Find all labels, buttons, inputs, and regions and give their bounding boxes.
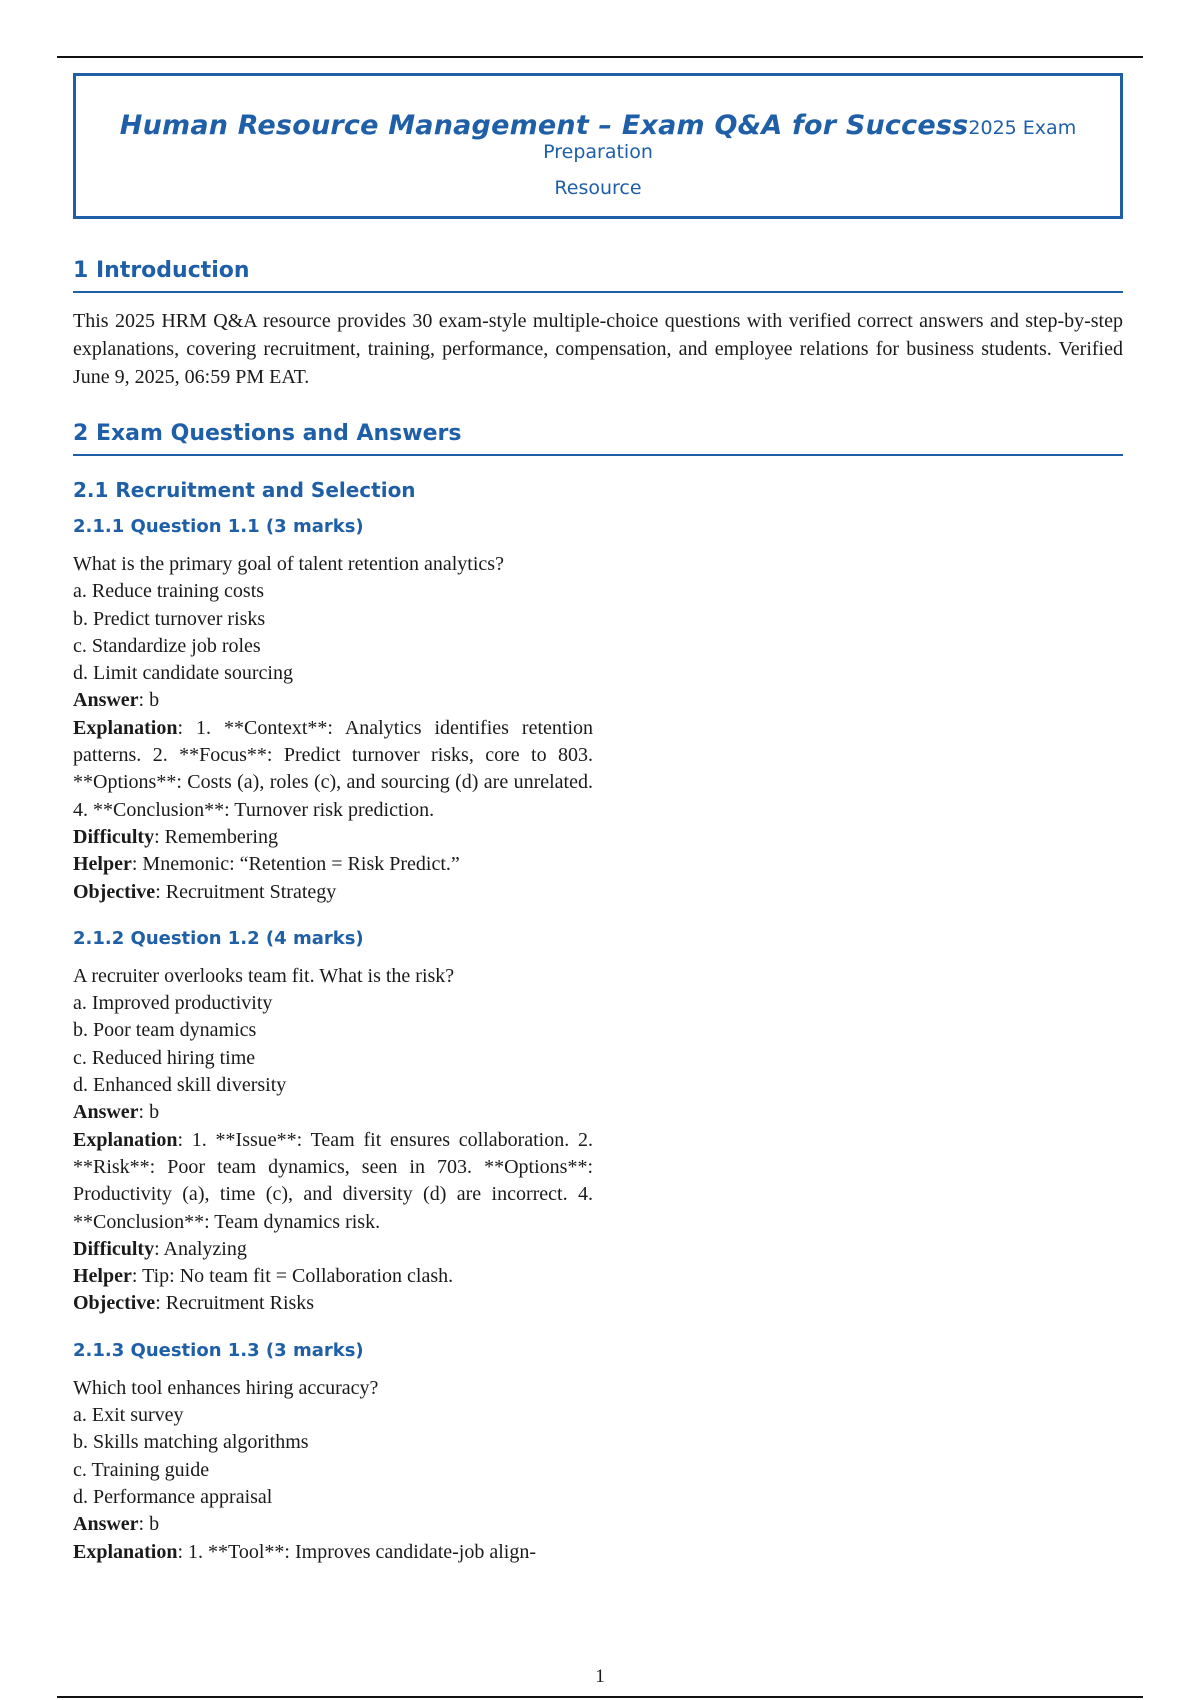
bottom-rule <box>57 1696 1143 1698</box>
question-block <box>73 1375 593 1566</box>
option-a: a. Improved productivity <box>73 992 273 1015</box>
option-b: b. Skills matching algorithms <box>73 1431 309 1454</box>
helper-value: : Tip: No team fit = Collaboration clash. <box>131 1265 454 1288</box>
answer-label: Answer <box>73 1513 139 1536</box>
document-title: Human Resource Management – Exam Q&A for Success <box>119 110 969 141</box>
answer-label: Answer <box>73 689 139 712</box>
objective-line <box>73 1290 593 1317</box>
answer-value: : b <box>138 1101 160 1124</box>
top-rule <box>57 56 1143 58</box>
objective-label: Objective <box>73 880 156 903</box>
option-c: c. Reduced hiring time <box>73 1046 256 1069</box>
explanation-label: Explanation <box>73 1540 178 1563</box>
difficulty-label: Difficulty <box>73 1237 155 1260</box>
option-b: b. Predict turnover risks <box>73 607 266 630</box>
document-subtitle: 2025 Exam Preparation <box>543 117 1077 163</box>
option-a: a. Exit survey <box>73 1404 184 1427</box>
option-b: b. Poor team dynamics <box>73 1019 257 1042</box>
answer-line <box>73 1511 593 1538</box>
difficulty-value: : Remembering <box>154 825 278 848</box>
helper-line <box>73 851 593 878</box>
answer-value: : b <box>138 1513 160 1536</box>
helper-line <box>73 1263 593 1290</box>
option-c: c. Standardize job roles <box>73 634 261 657</box>
explanation-label: Explanation <box>73 716 178 739</box>
explanation-text: : 1. **Issue**: Team fit ensures collaboration. 2. **Risk**: Poor team dynamics, seen in 703. **Options**: Productivity (a), time (c), and diversity (d) are incorrect. 4. **Conclusion**: Team dynamics risk. <box>73 1128 593 1233</box>
question-heading: 2.1.1 Question 1.1 (3 marks) <box>73 516 364 537</box>
answer-label: Answer <box>73 1101 139 1124</box>
explanation-label: Explanation <box>73 1128 178 1151</box>
answer-line <box>73 1099 593 1126</box>
explanation-text: : 1. **Tool**: Improves candidate-job align- <box>177 1540 536 1563</box>
option-a: a. Reduce training costs <box>73 580 265 603</box>
helper-label: Helper <box>73 1265 132 1288</box>
option-d: d. Performance appraisal <box>73 1485 273 1508</box>
option-d: d. Limit candidate sourcing <box>73 662 293 685</box>
difficulty-label: Difficulty <box>73 825 155 848</box>
objective-value: : Recruitment Strategy <box>155 880 337 903</box>
title-box <box>73 73 1123 219</box>
answer-line <box>73 687 593 714</box>
helper-value: : Mnemonic: “Retention = Risk Predict.” <box>131 853 460 876</box>
document-body <box>73 258 1123 1566</box>
subsection-heading-recruitment: 2.1 Recruitment and Selection <box>73 478 416 502</box>
objective-value: : Recruitment Risks <box>155 1292 315 1315</box>
question-block <box>73 963 593 1318</box>
question-text: Which tool enhances hiring accuracy? <box>73 1376 379 1399</box>
explanation-line <box>73 1539 593 1566</box>
section-heading-exam: 2 Exam Questions and Answers <box>73 421 1123 456</box>
explanation-line <box>73 715 593 824</box>
question-text: A recruiter overlooks team fit. What is the risk? <box>73 964 455 987</box>
question-heading: 2.1.3 Question 1.3 (3 marks) <box>73 1339 364 1361</box>
introduction-paragraph: This 2025 HRM Q&A resource provides 30 exam-style multiple-choice questions with verified correct answers and step-by-step explanations, covering recruitment, training, performance, compensation, and employee relations for business students. Verified June 9, 2025, 06:59 PM EAT. <box>73 310 1123 388</box>
question-text: What is the primary goal of talent retention analytics? <box>73 553 504 575</box>
option-c: c. Training guide <box>73 1458 210 1481</box>
question-block <box>73 551 593 906</box>
page-number: 1 <box>595 1666 605 1687</box>
explanation-line <box>73 1127 593 1236</box>
answer-value: : b <box>138 689 160 712</box>
document-subtitle-line2: Resource <box>554 177 642 199</box>
option-d: d. Enhanced skill diversity <box>73 1074 287 1097</box>
difficulty-value: : Analyzing <box>154 1237 247 1260</box>
difficulty-line <box>73 824 593 851</box>
explanation-text: : 1. **Context**: Analytics identifies retention patterns. 2. **Focus**: Predict turnover risks, core to 803. **Options**: Costs (a), roles (c), and sourcing (d) are unrelated. 4. **Conclusion**: Turnover risk prediction. <box>73 716 593 821</box>
question-heading: 2.1.2 Question 1.2 (4 marks) <box>73 927 364 949</box>
objective-label: Objective <box>73 1292 156 1315</box>
section-heading-introduction: 1 Introduction <box>73 258 1123 293</box>
difficulty-line <box>73 1236 593 1263</box>
helper-label: Helper <box>73 853 132 876</box>
objective-line <box>73 879 593 906</box>
